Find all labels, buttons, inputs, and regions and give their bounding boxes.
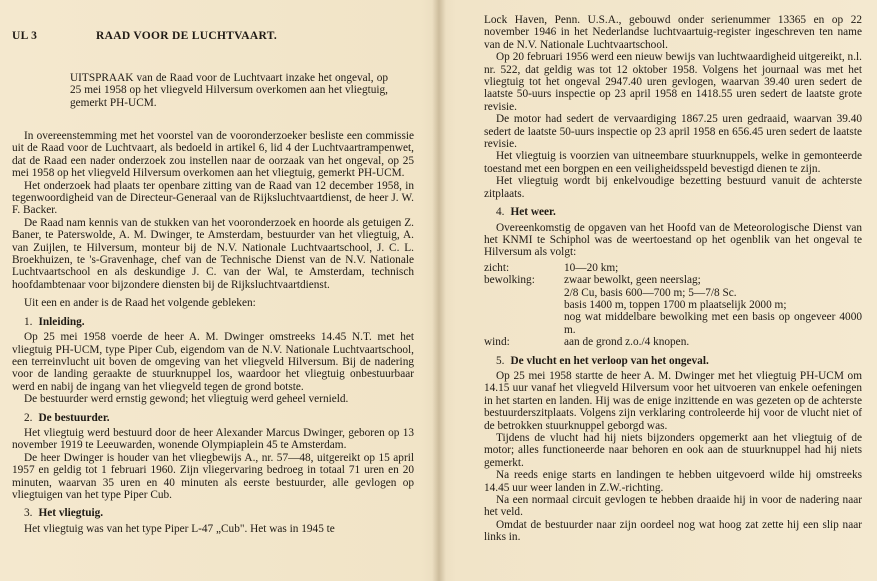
paragraph: Op 20 februari 1956 werd een nieuw bewijs van luchtwaardigheid uitgereikt, n.l. nr. 522, dat geldig was tot 12 oktober 1958. Volgens het journaal was met het vliegtuig tot het ongeval 2947.40 uren gevlogen, waarvan 39.40 uren sedert de laatste 50-uurs inspectie op 23 april 1958 en 1418.55 uren sedert de laatste grote revisie. bbox=[484, 51, 862, 113]
paragraph: In overeenstemming met het voorstel van de vooronderzoeker besliste een commissie uit de Raad voor de Luchtvaart, als bedoeld in artikel 6, lid 4 der Luchtvaartrampenwet, dat de Raad een nader onderzoek zou instellen naar de oorzaak van het ongeval, op 25 mei 1958 op het vliegveld Hilversum overkomen aan het vliegtuig, gemerkt PH-UCM. bbox=[12, 130, 414, 180]
paragraph: Omdat de bestuurder naar zijn oordeel nog wat hoog zat zette hij een slip naar links in. bbox=[484, 518, 862, 544]
weather-value: aan de grond z.o./4 knopen. bbox=[564, 336, 690, 349]
paragraph: De bestuurder werd ernstig gewond; het vliegtuig werd geheel vernield. bbox=[24, 393, 349, 406]
weather-table bbox=[484, 262, 862, 349]
weather-value: zwaar bewolkt, geen neerslag; bbox=[564, 274, 701, 287]
weather-value: basis 1400 m, toppen 1700 m plaatselijk 2000 m; bbox=[564, 298, 787, 311]
book-spine bbox=[432, 0, 446, 581]
weather-value: 2/8 Cu, basis 600—700 m; 5—7/8 Sc. bbox=[564, 286, 737, 299]
weather-row-clouds bbox=[484, 274, 862, 286]
paragraph: Het vliegtuig werd bestuurd door de heer Alexander Marcus Dwinger, geboren op 13 november 1919 te Leeuwarden, wonende Olympiaplein 45 te Amsterdam. bbox=[12, 426, 414, 452]
left-page-body bbox=[12, 130, 414, 535]
weather-value: nog wat middelbare bewolking met een basis op ongeveer 4000 m. bbox=[564, 311, 862, 336]
weather-label: zicht: bbox=[484, 261, 510, 274]
section-number: 2. bbox=[24, 411, 33, 424]
section-heading-5 bbox=[484, 355, 862, 367]
right-page-body bbox=[484, 14, 862, 544]
document-title: RAAD VOOR DE LUCHTVAART. bbox=[96, 30, 278, 42]
ruling-intro: UITSPRAAK van de Raad voor de Luchtvaart inzake het ongeval, op 25 mei 1958 op het vliegveld Hilversum overkomen aan het vliegtuig, gemerkt PH-UCM. bbox=[70, 72, 388, 109]
section-title: De vlucht en het verloop van het ongeval. bbox=[510, 354, 709, 367]
section-heading-4 bbox=[484, 206, 862, 218]
section-heading-1 bbox=[12, 316, 414, 328]
paragraph: Overeenkomstig de opgaven van het Hoofd van de Meteorologische Dienst van het KNMI te Schiphol was de weertoestand op het ogenblik van het ongeval te Hilversum als volgt: bbox=[484, 221, 862, 259]
weather-row-wind bbox=[484, 336, 862, 348]
paragraph: Het onderzoek had plaats ter openbare zitting van de Raad van 12 december 1958, in tegenwoordigheid van de Directeur-Generaal van de Rijksluchtvaartdienst, de heer J. W. F. Backer. bbox=[12, 179, 414, 217]
paragraph: Uit een en ander is de Raad het volgende gebleken: bbox=[24, 297, 256, 310]
paragraph: Na een normaal circuit gevlogen te hebben draaide hij in voor de nadering naar het veld. bbox=[484, 494, 862, 519]
section-title: Het vliegtuig. bbox=[38, 507, 104, 520]
section-heading-2 bbox=[12, 412, 414, 424]
weather-row-visibility bbox=[484, 262, 862, 274]
paragraph: Op 25 mei 1958 startte de heer A. M. Dwinger met het vliegtuig PH-UCM om 14.15 uur vanaf het vliegveld Hilversum voor het uitvoeren van enkele oefeningen in het starten en landen. Hij was de enige inzittende en was gezeten op de achterste bestuurderszitplaats. Volgens zijn verklaring controleerde hij voor de vlucht niet of de betrokken stuurknuppel geborgd was. bbox=[484, 369, 862, 432]
paragraph: De heer Dwinger is houder van het vliegbewijs A., nr. 57—48, uitgereikt op 15 april 1957 en geldig tot 1 februari 1960. Zijn vliegervaring bedroeg in totaal 71 uren en 20 minuten, waarvan 35 uren en 40 minuten als eerste bestuurder, alle gevlogen op vliegtuigen van het type Piper Cub. bbox=[12, 451, 414, 501]
weather-label: wind: bbox=[484, 336, 510, 349]
weather-value: 10—20 km; bbox=[564, 261, 619, 274]
paragraph: Lock Haven, Penn. U.S.A., gebouwd onder serienummer 13365 en op 22 november 1946 in het Nederlandse luchtvaartuig-register ingeschreven ten name van de N.V. Nationale Luchtvaartschool. bbox=[484, 14, 862, 51]
section-title: Het weer. bbox=[510, 206, 556, 219]
section-title: Inleiding. bbox=[38, 315, 85, 328]
paragraph: Na reeds enige starts en landingen te hebben uitgevoerd wilde hij omstreeks 14.45 uur weer landen in Z.W.-richting. bbox=[484, 469, 862, 494]
section-title: De bestuurder. bbox=[38, 411, 110, 424]
paragraph: Het vliegtuig is voorzien van uitneembare stuurknuppels, welke in gemonteerde toestand met een borgpen en een veiligheidsspeld bevestigd dienen te zijn. bbox=[484, 150, 862, 175]
section-number: 1. bbox=[24, 315, 33, 328]
section-number: 5. bbox=[496, 354, 505, 367]
paragraph: Het vliegtuig was van het type Piper L-47 „Cub". Het was in 1945 te bbox=[24, 522, 335, 535]
paragraph: Tijdens de vlucht had hij niets bijzonders opgemerkt aan het vliegtuig of de motor; alles functioneerde naar behoren en ook aan de stuurknuppel had hij niets gemerkt. bbox=[484, 432, 862, 469]
paragraph: Het vliegtuig wordt bij enkelvoudige bezetting bestuurd vanuit de achterste zitplaats. bbox=[484, 175, 862, 200]
section-number: 4. bbox=[496, 206, 505, 219]
paragraph: Op 25 mei 1958 voerde de heer A. M. Dwinger omstreeks 14.45 N.T. met het vliegtuig PH-UCM, type Piper Cub, eigendom van de N.V. Nationale Luchtvaartschool, een terreinvlucht uit boven de omgeving van het vliegveld Hilversum. Bij de nadering voor de landing geraakte de stuurknuppel los, waardoor het vliegtuig onbestuurbaar werd en nabij de ingang van het vliegveld tegen de grond botste. bbox=[12, 331, 414, 393]
section-heading-3 bbox=[12, 507, 414, 519]
section-number: 3. bbox=[24, 507, 33, 520]
paragraph: De motor had sedert de vervaardiging 1867.25 uren gedraaid, waarvan 39.40 sedert de laatste 50-uurs inspectie op 23 april 1958 en 656.45 uren sedert de laatste revisie. bbox=[484, 113, 862, 151]
weather-label: bewolking: bbox=[484, 274, 535, 287]
document-code: UL 3 bbox=[12, 30, 38, 42]
paragraph: De Raad nam kennis van de stukken van het vooronderzoek en hoorde als getuigen Z. Baner, te Paterswolde, A. M. Dwinger, te Amsterdam, bestuurder van het vliegtuig, A. van Zuijlen, te Hilversum, monteur bij de N.V. Nationale Luchtvaartschool, J. C. L. Broekhuizen, te 's-Gravenhage, chef van de Technische Dienst van de N.V. Nationale Luchtvaartschool en als deskundige J. C. van der Wal, te Amsterdam, technisch hoofdambtenaar voor bijzondere diensten bij de Rijksluchtvaartdienst. bbox=[12, 216, 414, 291]
